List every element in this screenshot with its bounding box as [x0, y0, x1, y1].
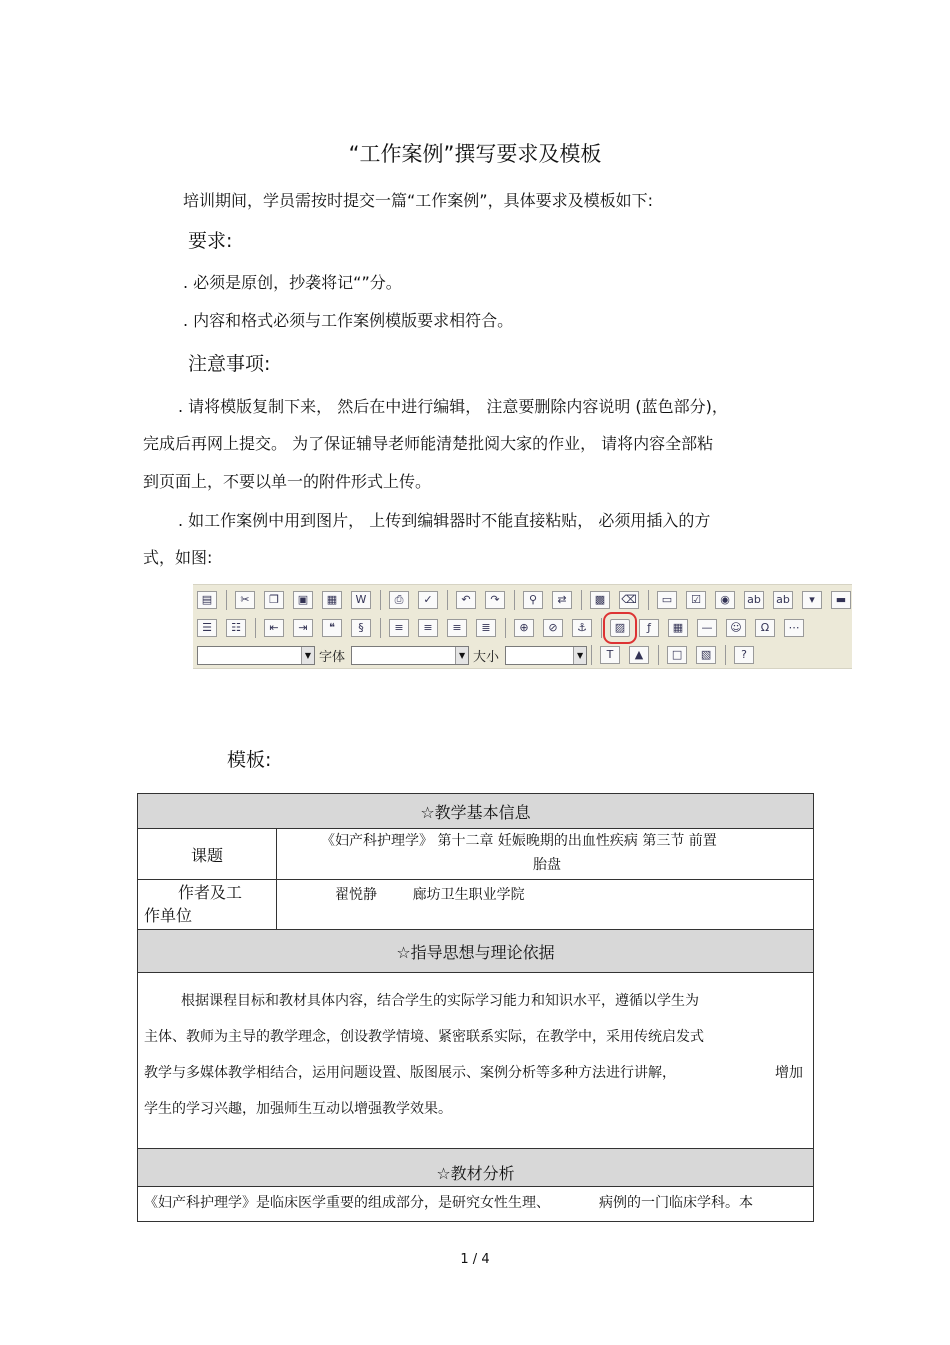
- editor-toolbar-image: [193, 584, 852, 669]
- align-right-icon: ≡: [447, 619, 467, 637]
- author-value: 翟悦静 廊坊卫生职业学院: [277, 880, 814, 930]
- guide-line: 根据课程目标和教材具体内容，结合学生的实际学习能力和知识水平，遵循以学生为: [181, 993, 699, 1009]
- topic-line: 《妇产科护理学》 第十二章 妊娠晚期的出血性疾病 第三节 前置: [321, 833, 717, 849]
- smiley-icon: ☺: [726, 619, 746, 637]
- text-color-icon: T: [600, 646, 620, 664]
- select-all-icon: ▩: [590, 591, 610, 609]
- template-heading: 模板:: [227, 749, 272, 771]
- outdent-icon: ⇤: [264, 619, 284, 637]
- align-center-icon: ≡: [418, 619, 438, 637]
- help-icon: ?: [734, 646, 754, 664]
- blockquote-icon: ❝: [322, 619, 342, 637]
- guide-line-tail: 增加: [775, 1065, 803, 1081]
- material-text: 《妇产科护理学》是临床医学重要的组成部分，是研究女性生理、 病例的一门临床学科。本: [138, 1187, 814, 1222]
- topic-line: 胎盘: [533, 857, 561, 873]
- print-icon: ⎙: [389, 591, 409, 609]
- topic-value: [277, 829, 814, 880]
- source-icon: ▤: [197, 591, 217, 609]
- page-break-icon: ⋯: [784, 619, 804, 637]
- indent-icon: ⇥: [293, 619, 313, 637]
- font-combo: ▼: [351, 646, 469, 665]
- textfield-icon: ab: [744, 591, 764, 609]
- intro-text: 培训期间，学员需按时提交一篇“工作案例”，具体要求及模板如下:: [183, 191, 653, 210]
- note-line: . 如工作案例中用到图片， 上传到编辑器时不能直接粘贴， 必须用插入的方: [178, 511, 711, 530]
- special-char-icon: Ω: [755, 619, 775, 637]
- maximize-icon: □: [667, 646, 687, 664]
- toolbar-row-2: [197, 615, 813, 641]
- anchor-icon: ⚓: [572, 619, 592, 637]
- page-number: 1 / 4: [460, 1252, 490, 1267]
- show-blocks-icon: ▧: [696, 646, 716, 664]
- requirement-item: . 必须是原创，抄袭将记“”分。: [183, 273, 402, 292]
- link-icon: ⊕: [514, 619, 534, 637]
- requirement-item: . 内容和格式必须与工作案例模版要求相符合。: [183, 311, 514, 330]
- author-label-line: 作单位: [144, 906, 193, 925]
- cut-icon: ✂: [235, 591, 255, 609]
- note-line: 式，如图:: [143, 548, 213, 567]
- toolbar-row-3: [197, 642, 763, 668]
- format-combo: ▼: [197, 646, 315, 665]
- spellcheck-icon: ✓: [418, 591, 438, 609]
- radio-icon: ◉: [715, 591, 735, 609]
- section-basic-info: ☆教学基本信息: [138, 794, 814, 829]
- form-icon: ▭: [657, 591, 677, 609]
- align-left-icon: ≡: [389, 619, 409, 637]
- textarea-icon: ab: [773, 591, 793, 609]
- requirements-heading: 要求:: [188, 230, 233, 252]
- remove-format-icon: ⌫: [619, 591, 639, 609]
- image-icon: ▨: [610, 619, 630, 637]
- paste-word-icon: W: [351, 591, 371, 609]
- section-material-analysis: ☆教材分析: [138, 1149, 814, 1187]
- bulleted-list-icon: ☷: [226, 619, 246, 637]
- guide-line: 主体、教师为主导的教学理念，创设教学情境、紧密联系实际，在教学中，采用传统启发式: [144, 1029, 704, 1045]
- find-icon: ⚲: [523, 591, 543, 609]
- numbered-list-icon: ☰: [197, 619, 217, 637]
- guide-line: 学生的学习兴趣，加强师生互动以增强教学效果。: [144, 1101, 452, 1117]
- button-field-icon: ▬: [831, 591, 851, 609]
- paste-icon: ▣: [293, 591, 313, 609]
- author-label: [138, 880, 277, 930]
- size-combo: ▼: [505, 646, 587, 665]
- copy-icon: ❐: [264, 591, 284, 609]
- topic-label: 课题: [138, 829, 277, 880]
- div-icon: §: [351, 619, 371, 637]
- note-line: 完成后再网上提交。 为了保证辅导老师能清楚批阅大家的作业， 请将内容全部粘: [143, 434, 714, 453]
- toolbar-row-1: [197, 587, 860, 613]
- note-line: . 请将模版复制下来， 然后在中进行编辑， 注意要删除内容说明 (蓝色部分)，: [178, 397, 728, 416]
- flash-icon: ƒ: [639, 619, 659, 637]
- hr-icon: —: [697, 619, 717, 637]
- guiding-content: [138, 973, 814, 1149]
- size-label: 大小: [473, 649, 500, 665]
- unlink-icon: ⊘: [543, 619, 563, 637]
- redo-icon: ↷: [485, 591, 505, 609]
- section-guiding-theory: ☆指导思想与理论依据: [138, 930, 814, 973]
- replace-icon: ⇄: [552, 591, 572, 609]
- undo-icon: ↶: [456, 591, 476, 609]
- select-field-icon: ▾: [802, 591, 822, 609]
- font-label: 字体: [319, 649, 346, 665]
- template-table: [137, 793, 814, 1222]
- note-line: 到页面上，不要以单一的附件形式上传。: [143, 472, 432, 491]
- paste-text-icon: ▦: [322, 591, 342, 609]
- table-icon: ▦: [668, 619, 688, 637]
- notes-heading: 注意事项:: [188, 353, 271, 375]
- author-label-line: 作者及工: [178, 883, 243, 902]
- justify-icon: ≣: [476, 619, 496, 637]
- guide-line: 教学与多媒体教学相结合，运用问题设置、版图展示、案例分析等多种方法进行讲解，: [144, 1065, 676, 1081]
- checkbox-icon: ☑: [686, 591, 706, 609]
- bg-color-icon: ▲: [629, 646, 649, 664]
- doc-title: “工作案例”撰写要求及模板: [348, 142, 602, 166]
